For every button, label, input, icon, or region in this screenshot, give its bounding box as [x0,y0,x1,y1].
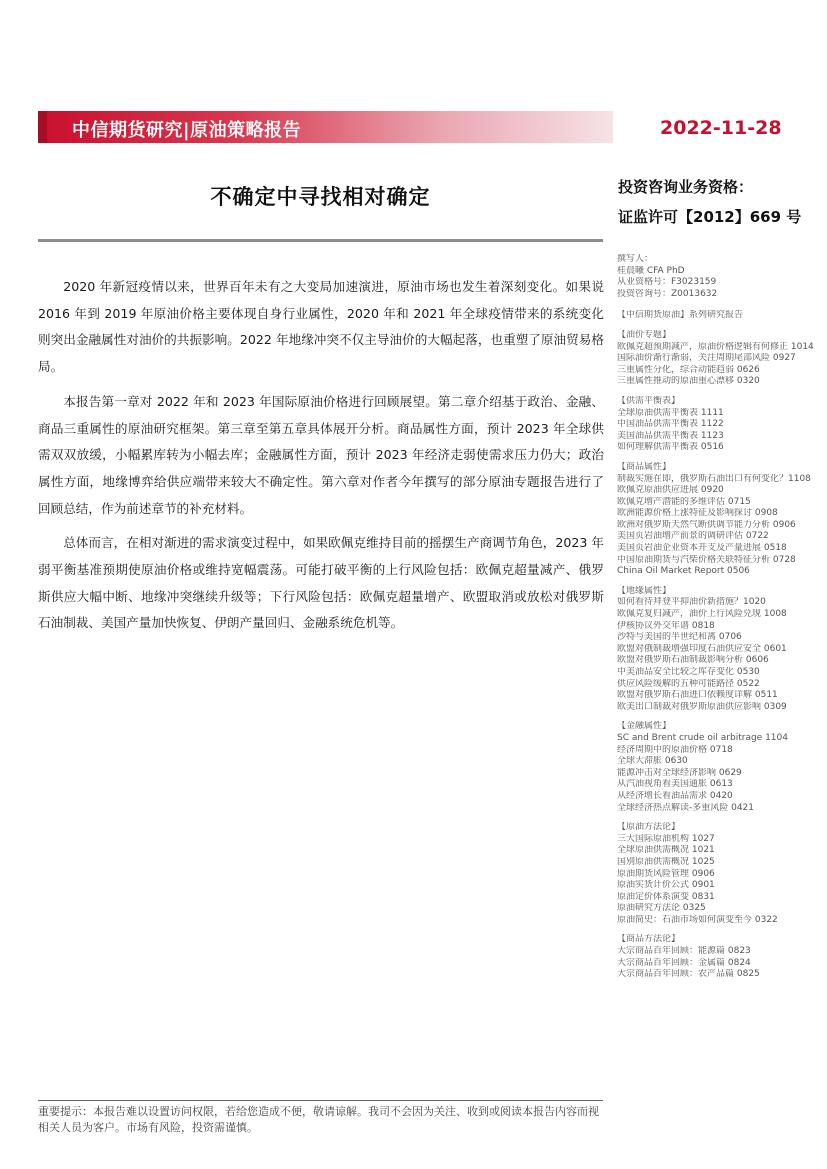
report-link[interactable]: 伊核协议外交年谱 0818 [617,620,715,631]
report-link[interactable]: 国际油价渐行渐弱，关注周期尾部风险 0927 [617,353,796,364]
section-gap [617,578,822,586]
body-paragraph: 2020 年新冠疫情以来，世界百年未有之大变局加速演进，原油市场也发生着深刻变化。如果说 2016 年到 2019 年原油价格主要体现自身行业属性，2020 年和 2021 年全球疫情带来的系统变化则突出金融属性对油价的共振影响。2022 年地缘冲突不仅主导油价的大幅起落，也重塑了原油贸易格局。 [38,279,604,375]
report-link[interactable]: China Oil Market Report 0506 [617,566,750,577]
report-link[interactable]: 欧佩克复归减产，油价上行风险兑现 1008 [617,609,787,620]
qualification-line-2: 证监许可【2012】669 号 [618,208,802,226]
document-title: 不确定中寻找相对确定 [210,185,431,209]
report-link[interactable]: SC and Brent crude oil arbitrage 1104 [617,732,788,743]
report-link[interactable]: 中国原油期货与汽柴价格关联特征分析 0728 [617,554,796,565]
sidebar [617,254,822,981]
report-link[interactable]: 欧洲能源价格上涨特征及影响探讨 0908 [617,508,778,519]
report-link[interactable]: 如何看待拜登平抑油价新措施？1020 [617,597,766,608]
section-title: 【商品方法论】 [617,934,681,945]
title-divider [38,239,603,242]
author-label: 撰写人： [617,254,654,264]
report-link[interactable]: 原油简史：石油市场如何演变至今 0322 [617,914,778,925]
report-link[interactable]: 美国页岩油增产前景的调研评估 0722 [617,531,769,542]
footer-disclaimer: 重要提示：本报告难以设置访问权限，若给您造成不便，敬请谅解。我司不会因为关注、收到或阅读本报告内容而视相关人员为客户。市场有风险，投资需谨慎。 [38,1105,599,1134]
section-gap [617,814,822,822]
report-link[interactable]: 欧洲对俄罗斯天然气断供调节能力分析 0906 [617,519,796,530]
series-title: 【中信期货原油】系列研究报告 [617,310,744,321]
report-link[interactable]: 国别原油供需概况 1025 [617,856,715,867]
section-gap [617,713,822,721]
report-link[interactable]: 全球原油供需概况 1021 [617,845,715,856]
report-link[interactable]: 如何理解供需平衡表 0516 [617,442,724,453]
report-link[interactable]: 从经济增长看油品需求 0420 [617,790,733,801]
report-link[interactable]: 大宗商品百年回顾：农产品篇 0825 [617,969,760,980]
report-link[interactable]: 美国油品供需平衡表 1123 [617,430,724,441]
report-link[interactable]: 欧佩克原油供应进展 0920 [617,485,724,496]
qualification-block [618,172,801,232]
report-link[interactable]: 制裁实施在即，俄罗斯石油出口有何变化？1108 [617,473,811,484]
report-link[interactable]: 三重属性推动的原油重心漂移 0320 [617,376,760,387]
section-title: 【商品属性】 [617,461,672,472]
footer-divider [38,1100,603,1101]
report-link[interactable]: 原油研究方法论 0325 [617,903,706,914]
qualification-line-1: 投资咨询业务资格： [618,178,754,196]
report-link[interactable]: 全球大滞胀 0630 [617,756,688,767]
report-link[interactable]: 三大国际原油机构 1027 [617,833,715,844]
report-link[interactable]: 三重属性分化，综合动能趋弱 0626 [617,364,760,375]
report-link[interactable]: 欧盟对俄制裁增强印度石油供应安全 0601 [617,643,787,654]
report-link[interactable]: 原油定价体系演变 0831 [617,891,715,902]
section-gap [617,388,822,396]
report-link[interactable]: 原油期货风险管理 0906 [617,868,715,879]
report-link[interactable]: 大宗商品百年回顾：金属篇 0824 [617,957,751,968]
report-link[interactable]: 从汽油视角看美国通胀 0613 [617,779,733,790]
body-paragraph: 本报告第一章对 2022 年和 2023 年国际原油价格进行回顾展望。第二章介绍基于政治、金融、商品三重属性的原油研究框架。第三章至第五章具体展开分析。商品属性方面，预计 2023 年全球供需双双放缓，小幅累库转为小幅去库；金融属性方面，预计 2023 年经济走弱使需求压力仍大；政治属性方面，地缘博弈给供应端带来较大不确定性。第六章对作者今年撰写的部分原油专题报告进行了回顾总结，作为前述章节的补充材料。 [38,393,604,516]
author-name: 桂晨曦 CFA PhD [617,265,685,276]
author-license: 从业资格号：F3023159 [617,277,717,288]
report-link[interactable]: 大宗商品百年回顾：能源篇 0823 [617,946,751,957]
report-link[interactable]: 中国油品供需平衡表 1122 [617,419,724,430]
report-series-list [617,330,822,981]
report-link[interactable]: 欧盟对俄罗斯石油制裁影响分析 0606 [617,655,769,666]
section-gap [617,454,822,462]
body-paragraph: 总体而言，在相对渐进的需求演变过程中，如果欧佩克维持目前的摇摆生产商调节角色，2023 年弱平衡基准预期使原油价格或维持宽幅震荡。可能打破平衡的上行风险包括：欧佩克超量减产、俄罗斯供应大幅中断、地缘冲突继续升级等；下行风险包括：欧佩克超量增产、欧盟取消或放松对俄罗斯石油制裁、美国产量加快恢复、伊朗产量回归、金融系统危机等。 [38,535,604,631]
report-link[interactable]: 欧盟对俄罗斯石油进口依赖度详解 0511 [617,690,778,701]
report-body [38,274,604,645]
section-title: 【金融属性】 [617,721,672,732]
report-link[interactable]: 欧佩克增产潜能的多维评估 0715 [617,496,751,507]
report-link[interactable]: 欧美出口制裁对俄罗斯原油供应影响 0309 [617,701,787,712]
report-header-title: 中信期货研究|原油策略报告 [72,120,302,141]
report-link[interactable]: 原油实货计价公式 0901 [617,880,715,891]
report-link[interactable]: 中美油品安全比较之库存变化 0530 [617,667,760,677]
report-link[interactable]: 美国页岩油企业资本开支及产量进展 0518 [617,543,787,554]
report-link[interactable]: 能源冲击对全球经济影响 0629 [617,767,742,778]
report-link[interactable]: 欧佩克超预期减产，原油价格逻辑有何修正 1014 [617,341,814,352]
report-link[interactable]: 沙特与美国的半世纪和离 0706 [617,632,742,643]
section-title: 【地缘属性】 [617,585,672,596]
report-link[interactable]: 全球原油供需平衡表 1111 [617,407,724,418]
report-link[interactable]: 经济周期中的原油价格 0718 [617,744,733,755]
report-link[interactable]: 全球经济热点解读-多重风险 0421 [617,802,755,813]
section-gap [617,926,822,934]
section-title: 【油价专题】 [617,329,672,340]
section-title: 【原油方法论】 [617,822,681,833]
header-accent [38,111,47,143]
section-title: 【供需平衡表】 [617,395,681,406]
author-consult-number: 投资咨询号：Z0013632 [617,288,718,299]
report-link[interactable]: 供应风险缓解的五种可能路径 0522 [617,678,760,689]
report-date: 2022-11-28 [660,117,782,139]
